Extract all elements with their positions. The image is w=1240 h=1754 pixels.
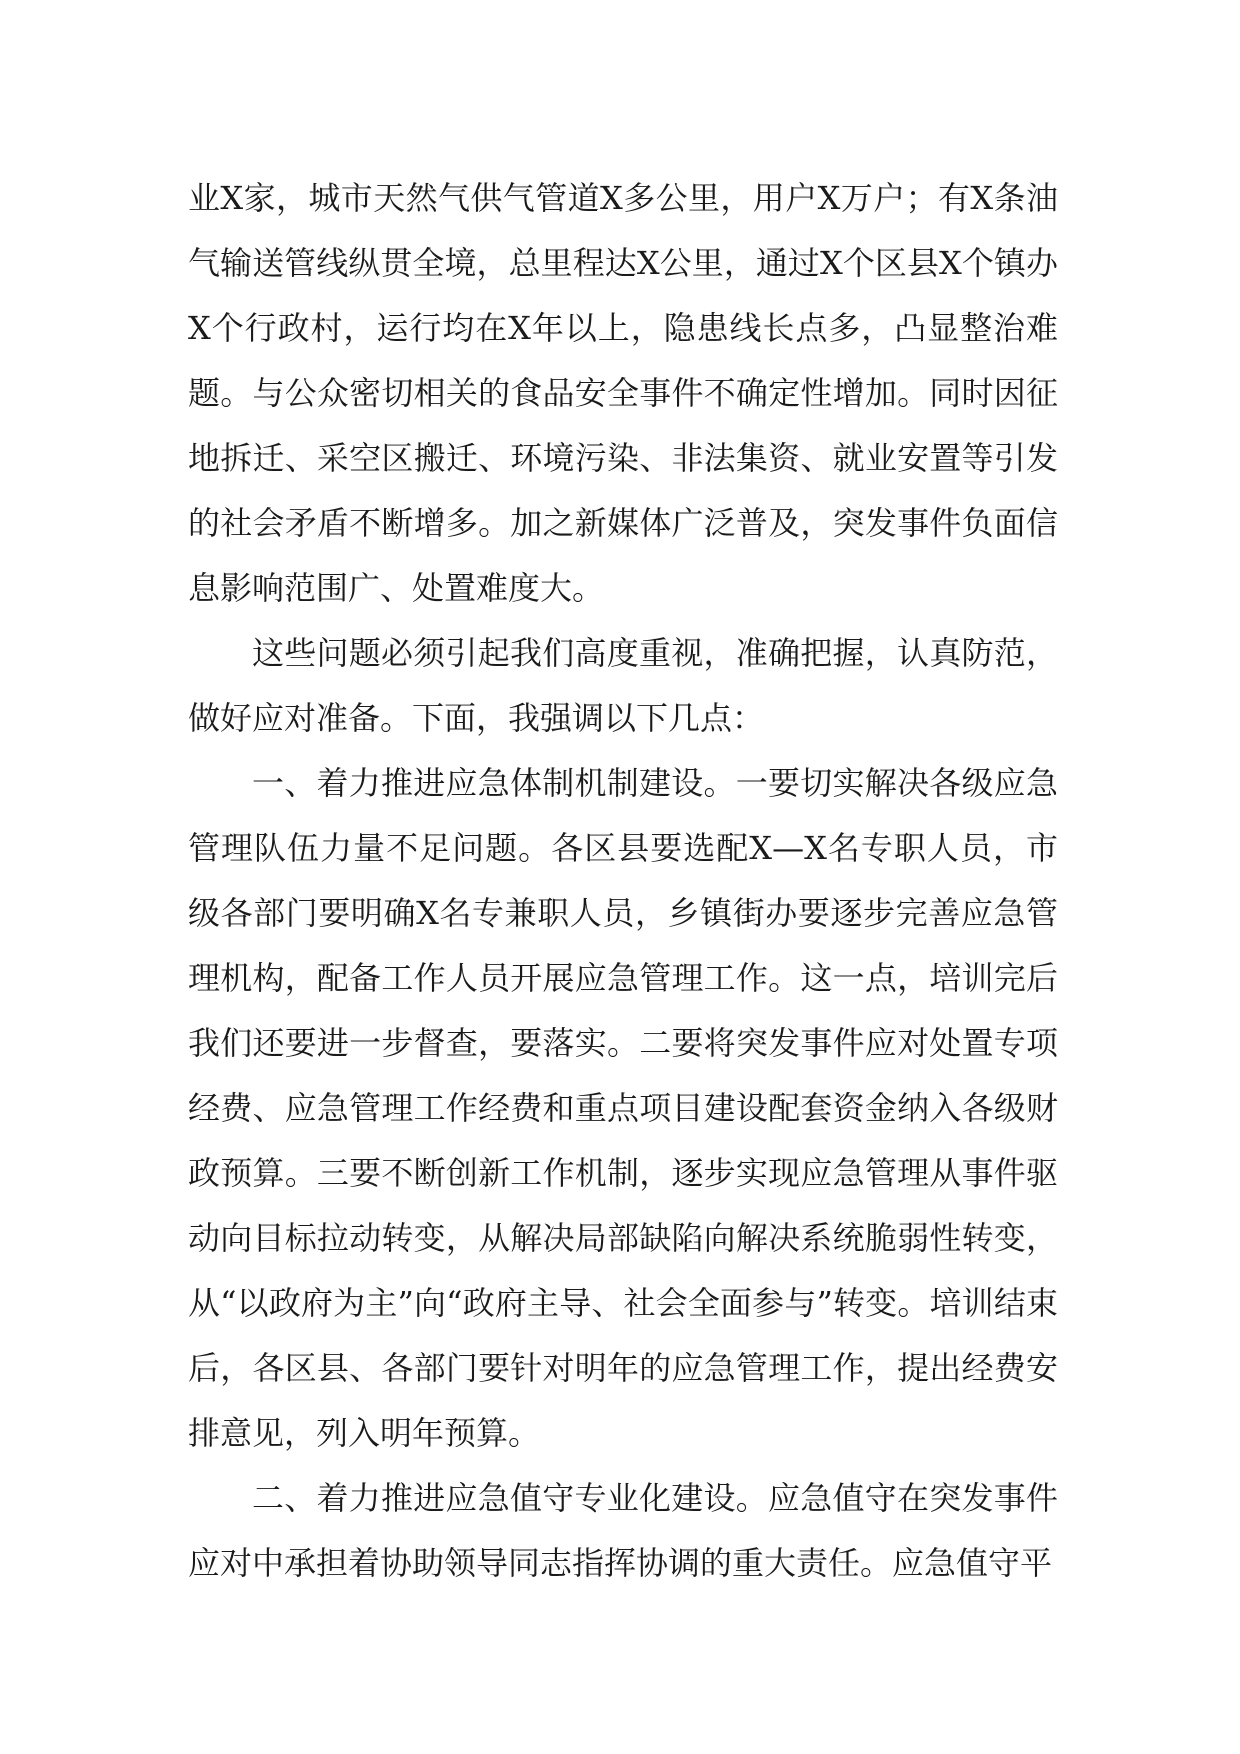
paragraph-section-one: 一、着力推进应急体制机制建设。一要切实解决各级应急管理队伍力量不足问题。各区县要选配X—X名专职人员，市级各部门要明确X名专兼职人员，乡镇街办要逐步完善应急管理机构，配备工作人员开展应急管理工作。这一点，培训完后我们还要进一步督查，要落实。二要将突发事件应对处置专项经费、应急管理工作经费和重点项目建设配套资金纳入各级财政预算。三要不断创新工作机制，逐步实现应急管理从事件驱动向目标拉动转变，从解决局部缺陷向解决系统脆弱性转变，从“以政府为主”向“政府主导、社会全面参与”转变。培训结束后，各区县、各部门要针对明年的应急管理工作，提出经费安排意见，列入明年预算。 — [188, 764, 1058, 1452]
paragraph: 这些问题必须引起我们高度重视，准确把握，认真防范，做好应对准备。下面，我强调以下几点： — [188, 634, 1058, 737]
document-body — [188, 166, 1058, 1596]
paragraph-section-two: 二、着力推进应急值守专业化建设。应急值守在突发事件应对中承担着协助领导同志指挥协调的重大责任。应急值守平 — [188, 1479, 1058, 1582]
paragraph-continued: 业X家，城市天然气供气管道X多公里，用户X万户；有X条油气输送管线纵贯全境，总里程达X公里，通过X个区县X个镇办X个行政村，运行均在X年以上，隐患线长点多，凸显整治难题。与公众密切相关的食品安全事件不确定性增加。同时因征地拆迁、采空区搬迁、环境污染、非法集资、就业安置等引发的社会矛盾不断增多。加之新媒体广泛普及，突发事件负面信息影响范围广、处置难度大。 — [188, 179, 1058, 607]
